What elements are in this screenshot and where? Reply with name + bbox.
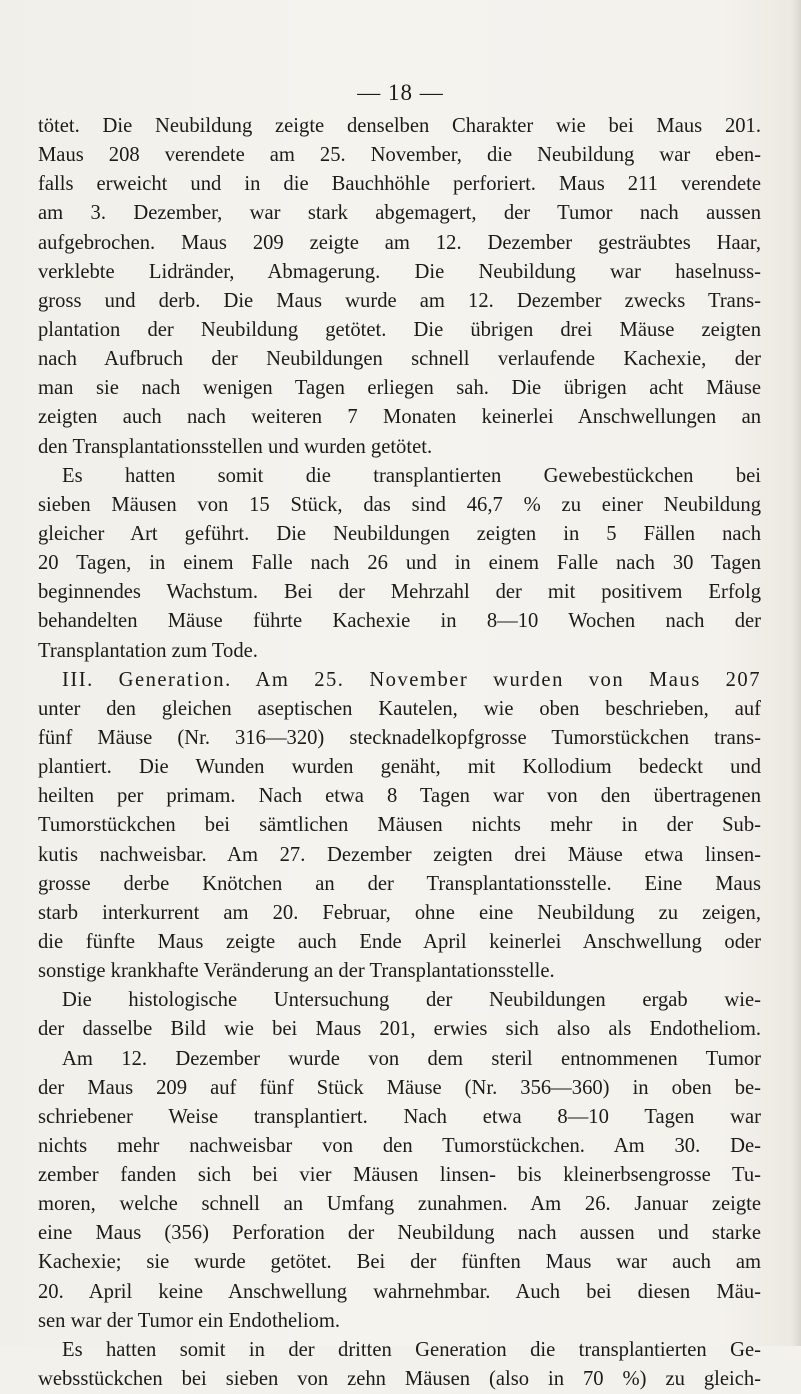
- text-line: den Transplantationsstellen und wurden getötet.: [38, 435, 433, 458]
- text-line: plantation der Neubildung getötet. Die übrigen drei Mäuse zeigten: [38, 318, 761, 341]
- text-line: starb interkurrent am 20. Februar, ohne eine Neubildung zu zeigen,: [38, 901, 761, 924]
- text-line: tötet. Die Neubildung zeigte denselben Charakter wie bei Maus 201.: [38, 115, 761, 137]
- text-line: verklebte Lidränder, Abmagerung. Die Neubildung war haselnuss-: [38, 260, 761, 283]
- text-line: heilten per primam. Nach etwa 8 Tagen war von den übertragenen: [38, 785, 761, 808]
- text-line: zeigten auch nach weiteren 7 Monaten keinerlei Anschwellungen an: [38, 406, 761, 429]
- paragraph-start-line: Es hatten somit die transplantierten Gewebestückchen bei: [62, 464, 761, 487]
- text-line: nichts mehr nachweisbar von den Tumorstückchen. Am 30. De-: [38, 1134, 761, 1157]
- section-heading-line: III. Generation. Am 25. November wurden von Maus 207: [62, 668, 761, 691]
- text-line: plantiert. Die Wunden wurden genäht, mit Kollodium bedeckt und: [38, 756, 761, 779]
- text-line: unter den gleichen aseptischen Kautelen, wie oben beschrieben, auf: [38, 697, 761, 720]
- text-line: 20 Tagen, in einem Falle nach 26 und in einem Falle nach 30 Tagen: [38, 552, 761, 575]
- text-line: Tumorstückchen bei sämtlichen Mäusen nichts mehr in der Sub-: [38, 814, 761, 837]
- paragraph-start-line: Es hatten somit in der dritten Generation die transplantierten Ge-: [62, 1338, 761, 1361]
- text-line: der Maus 209 auf fünf Stück Mäuse (Nr. 356—360) in oben be-: [38, 1076, 761, 1099]
- page-number-header: — 18 —: [357, 80, 444, 105]
- text-line: gleicher Art geführt. Die Neubildungen zeigten in 5 Fällen nach: [38, 522, 761, 545]
- text-line: gross und derb. Die Maus wurde am 12. Dezember zwecks Trans-: [38, 289, 761, 312]
- text-line: sen war der Tumor ein Endotheliom.: [38, 1309, 341, 1332]
- text-line: fünf Mäuse (Nr. 316—320) stecknadelkopfgrosse Tumorstückchen trans-: [38, 726, 761, 749]
- text-line: falls erweicht und in die Bauchhöhle perforiert. Maus 211 verendete: [38, 173, 761, 196]
- paragraph-start-line: Die histologische Untersuchung der Neubildungen ergab wie-: [62, 989, 761, 1012]
- text-line: behandelten Mäuse führte Kachexie in 8—10 Wochen nach der: [38, 610, 761, 633]
- text-line: 20. April keine Anschwellung wahrnehmbar. Auch bei diesen Mäu-: [38, 1280, 761, 1303]
- text-line: Transplantation zum Tode.: [38, 639, 258, 662]
- text-line: aufgebrochen. Maus 209 zeigte am 12. Dezember gesträubtes Haar,: [38, 231, 761, 254]
- text-line: nach Aufbruch der Neubildungen schnell verlaufende Kachexie, der: [38, 348, 761, 371]
- text-line: websstückchen bei sieben von zehn Mäusen (also in 70 %) zu gleich-: [38, 1368, 761, 1391]
- text-line: schriebener Weise transplantiert. Nach etwa 8—10 Tagen war: [38, 1105, 761, 1128]
- text-line: der dasselbe Bild wie bei Maus 201, erwies sich also als Endotheliom.: [38, 1018, 761, 1041]
- body-text: [38, 112, 761, 1394]
- text-line: Kachexie; sie wurde getötet. Bei der fünften Maus war auch am: [38, 1251, 761, 1274]
- text-line: beginnendes Wachstum. Bei der Mehrzahl der mit positivem Erfolg: [38, 581, 761, 604]
- page-edge-shadow: [791, 0, 801, 1346]
- text-line: Maus 208 verendete am 25. November, die Neubildung war eben-: [38, 144, 761, 167]
- text-line: kutis nachweisbar. Am 27. Dezember zeigten drei Mäuse etwa linsen-: [38, 843, 761, 866]
- text-line: eine Maus (356) Perforation der Neubildung nach aussen und starke: [38, 1222, 761, 1245]
- text-line: zember fanden sich bei vier Mäusen linsen- bis kleinerbsengrosse Tu-: [38, 1164, 761, 1187]
- text-line: am 3. Dezember, war stark abgemagert, der Tumor nach aussen: [38, 202, 761, 225]
- text-line: die fünfte Maus zeigte auch Ende April keinerlei Anschwellung oder: [38, 930, 761, 953]
- text-line: grosse derbe Knötchen an der Transplantationsstelle. Eine Maus: [38, 872, 761, 895]
- text-line: sonstige krankhafte Veränderung an der Transplantationsstelle.: [38, 960, 555, 983]
- text-line: moren, welche schnell an Umfang zunahmen. Am 26. Januar zeigte: [38, 1193, 761, 1216]
- text-line: man sie nach wenigen Tagen erliegen sah. Die übrigen acht Mäuse: [38, 377, 761, 400]
- text-line: sieben Mäusen von 15 Stück, das sind 46,7 % zu einer Neubildung: [38, 493, 761, 516]
- paragraph-start-line: Am 12. Dezember wurde von dem steril entnommenen Tumor: [62, 1047, 761, 1070]
